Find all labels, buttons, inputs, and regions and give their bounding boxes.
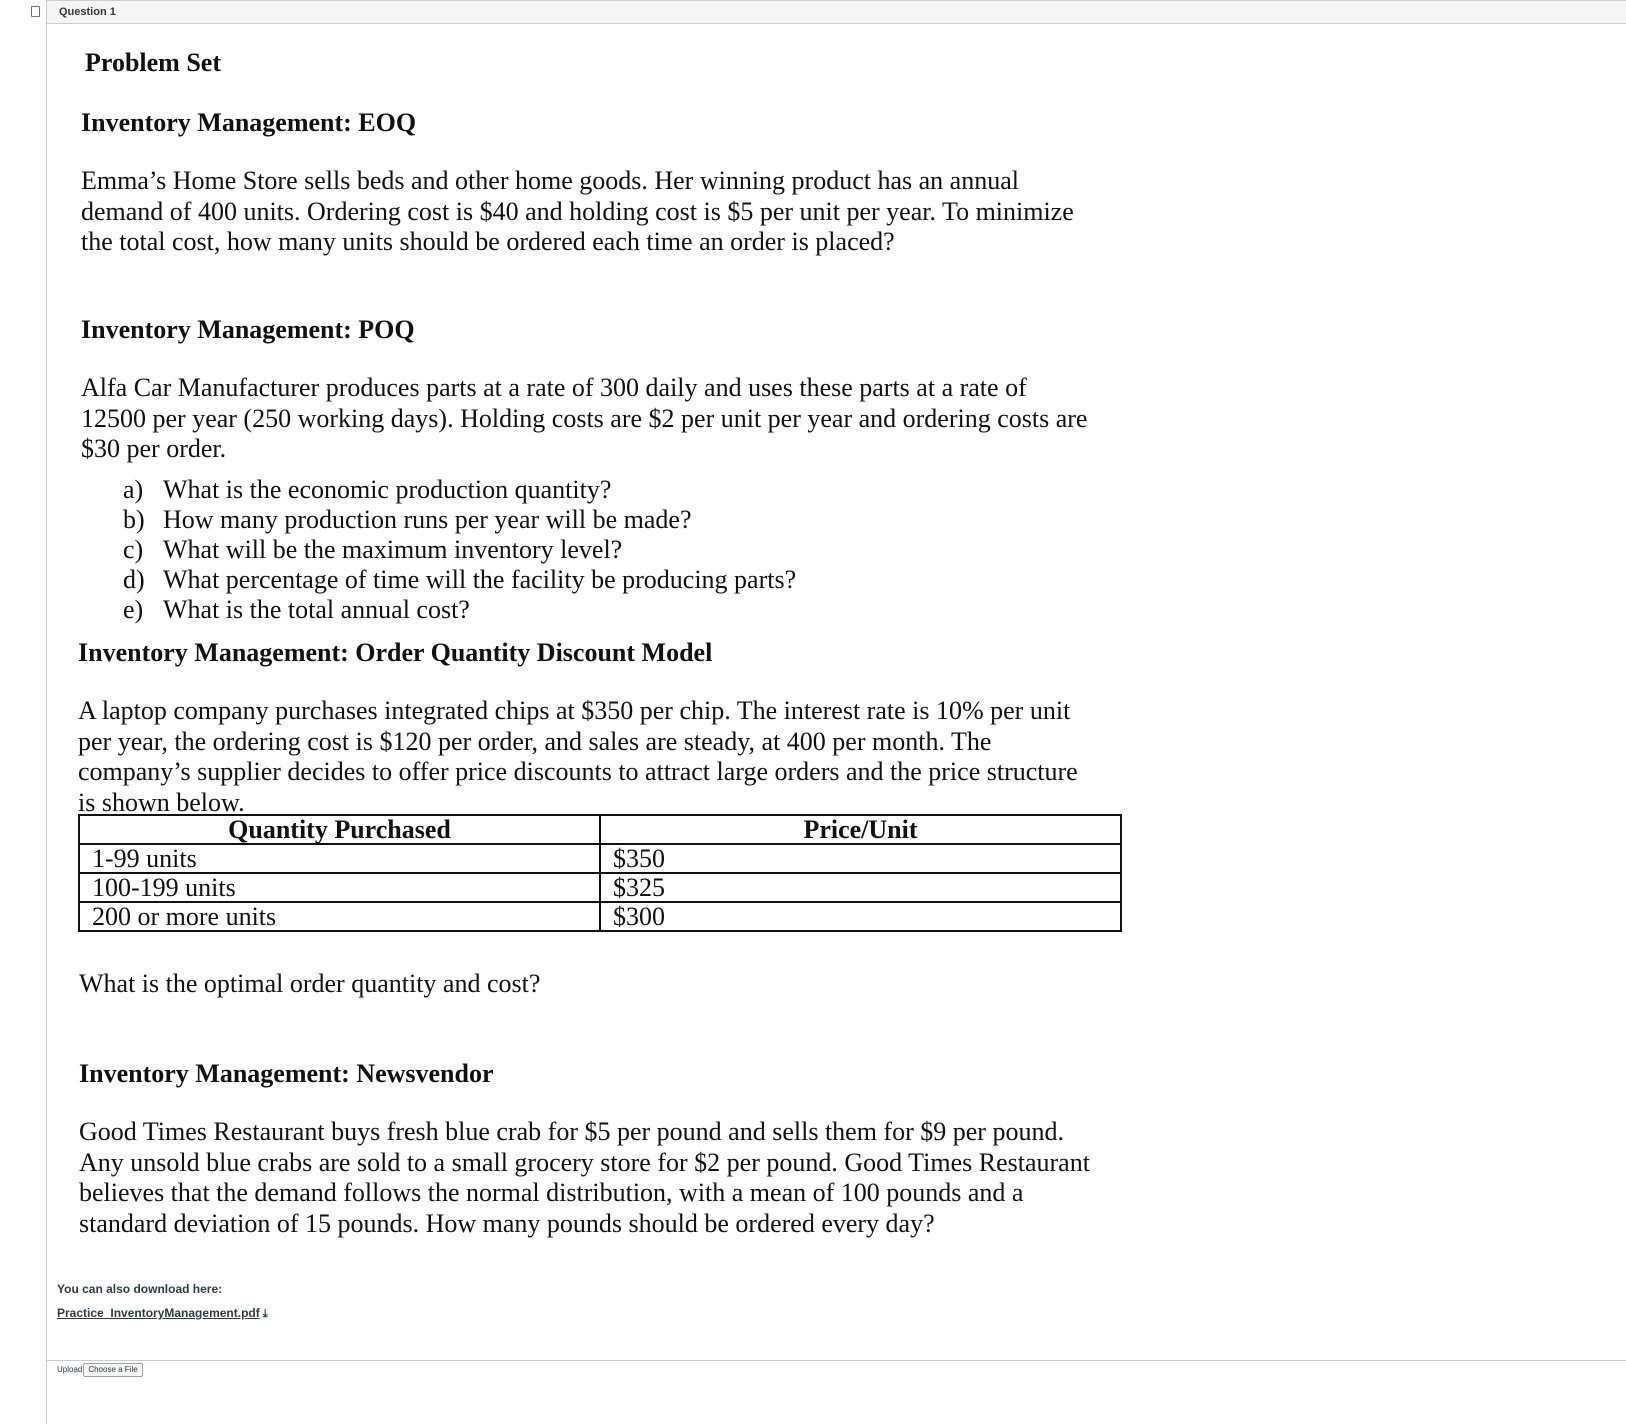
discount-line: per year, the ordering cost is $120 per order, and sales are steady, at 400 per month. The (78, 726, 992, 756)
eoq-heading: Inventory Management: EOQ (81, 108, 417, 137)
table-header-row (79, 815, 1121, 844)
upload-label: Upload (57, 1365, 83, 1374)
problem-set-title: Problem Set (85, 48, 221, 77)
poq-paragraph (81, 373, 1121, 465)
list-marker: b) (123, 505, 145, 534)
list-item-text: How many production runs per year will be made? (163, 505, 692, 534)
list-item-text: What percentage of time will the facility be producing parts? (163, 565, 797, 594)
list-item (123, 565, 796, 595)
list-marker: c) (123, 535, 144, 564)
table-cell-quantity: 1-99 units (79, 844, 600, 873)
newsvendor-line: believes that the demand follows the normal distribution, with a mean of 100 pounds and a (79, 1178, 1024, 1207)
table-cell-price: $325 (600, 873, 1121, 902)
table-cell-price: $350 (600, 844, 1121, 873)
eoq-paragraph (81, 166, 1121, 258)
list-item-text: What is the total annual cost? (163, 595, 470, 624)
table-cell-price: $300 (600, 902, 1121, 931)
newsvendor-heading: Inventory Management: Newsvendor (79, 1059, 494, 1088)
discount-heading: Inventory Management: Order Quantity Discount Model (78, 638, 713, 667)
download-label: You can also download here: (57, 1282, 223, 1296)
list-item (123, 535, 796, 565)
table-row (79, 902, 1121, 931)
list-marker: d) (123, 565, 145, 594)
eoq-line: the total cost, how many units should be ordered each time an order is placed? (81, 227, 895, 256)
price-table (78, 814, 1122, 932)
list-item (123, 505, 796, 535)
question-flag-rail (0, 0, 47, 1424)
list-item-text: What is the economic production quantity? (163, 475, 612, 504)
discount-question: What is the optimal order quantity and cost? (79, 969, 541, 998)
column-header-price: Price/Unit (600, 815, 1121, 844)
newsvendor-line: standard deviation of 15 pounds. How many pounds should be ordered every day? (79, 1208, 935, 1238)
discount-line: is shown below. (78, 787, 245, 817)
column-header-quantity: Quantity Purchased (79, 815, 600, 844)
poq-question-list (123, 475, 796, 625)
download-file-link[interactable] (57, 1306, 268, 1321)
table-row (79, 873, 1121, 902)
poq-line: $30 per order. (81, 434, 227, 463)
list-item-text: What will be the maximum inventory level? (163, 535, 623, 564)
table-row (79, 844, 1121, 873)
newsvendor-line: Good Times Restaurant buys fresh blue crab for $5 per pound and sells them for $9 per pound. (79, 1117, 1064, 1146)
list-marker: a) (123, 475, 144, 504)
list-item (123, 475, 796, 505)
eoq-line: demand of 400 units. Ordering cost is $40 and holding cost is $5 per unit per year. To minimize (81, 196, 1074, 226)
upload-bar (47, 1360, 1626, 1424)
choose-file-button[interactable]: Choose a File (83, 1363, 143, 1377)
discount-line: company’s supplier decides to offer price discounts to attract large orders and the price structure (78, 757, 1078, 786)
list-marker: e) (123, 595, 144, 624)
flag-question-icon[interactable] (31, 6, 40, 17)
question-body (47, 24, 1626, 1424)
download-icon: ⤓ (262, 1308, 268, 1320)
poq-line: Alfa Car Manufacturer produces parts at a rate of 300 daily and uses these parts at a rate of (81, 373, 1027, 402)
eoq-line: Emma’s Home Store sells beds and other home goods. Her winning product has an annual (81, 166, 1019, 195)
list-item (123, 595, 796, 625)
poq-heading: Inventory Management: POQ (81, 315, 415, 344)
download-file-name: Practice_InventoryManagement.pdf (57, 1306, 260, 1320)
newsvendor-line: Any unsold blue crabs are sold to a small grocery store for $2 per pound. Good Times Restaurant (79, 1147, 1090, 1177)
newsvendor-paragraph (79, 1117, 1139, 1239)
question-header (47, 0, 1626, 24)
table-cell-quantity: 200 or more units (79, 902, 600, 931)
poq-line: 12500 per year (250 working days). Holding costs are $2 per unit per year and ordering costs are (81, 403, 1088, 433)
discount-paragraph (78, 696, 1118, 818)
discount-line: A laptop company purchases integrated chips at $350 per chip. The interest rate is 10% per unit (78, 696, 1071, 725)
question-title: Question 1 (59, 6, 116, 18)
table-cell-quantity: 100-199 units (79, 873, 600, 902)
